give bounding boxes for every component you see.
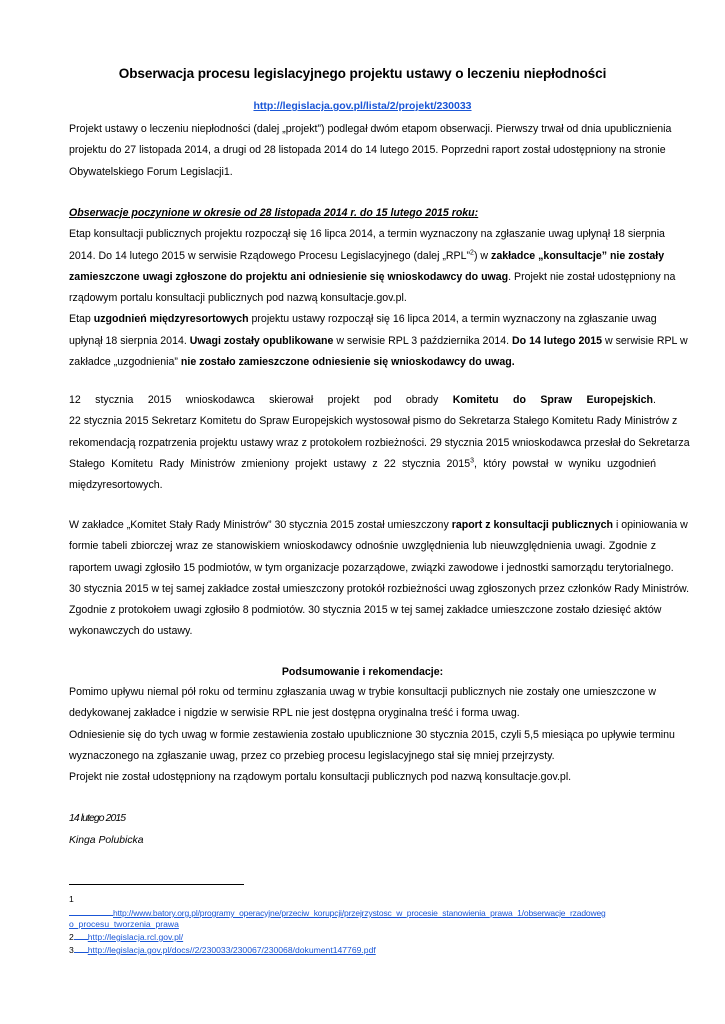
text-run: . Projekt nie został udostępniony na — [508, 270, 676, 283]
footnote-1-link-cont[interactable] — [69, 918, 656, 930]
bold-run: zamieszczone uwagi zgłoszone do projektu ani odniesienie się wnioskodawcy do uwag — [69, 270, 509, 283]
standing-committee-line: wykonawczych do ustawy. — [69, 625, 193, 638]
footnote-1-url[interactable]: http://www.batory.org.pl/programy_operacyjne/przeciw_korupcji/przejrzystosc_w_procesie_stanowienia_prawa_1/obserwacje_rzadoweg — [113, 908, 606, 918]
summary-line: Odniesienie się do tych uwag w formie zestawienia zostało upublicznione 30 stycznia 2015, czyli 5,5 miesiąca po upływie terminu — [69, 728, 675, 741]
committee-line — [69, 454, 656, 475]
committee-section — [69, 390, 690, 496]
source-link[interactable] — [69, 100, 656, 112]
signature-author: Kinga Polubicka — [69, 835, 144, 846]
footnote-1-url-cont[interactable]: o_procesu_tworzenia_prawa — [69, 919, 179, 929]
observations-line: rządowym portalu konsultacji publicznych pod nazwą konsultacje.gov.pl. — [69, 292, 407, 305]
summary-line: dedykowanej zakładce i nigdzie w serwisie RPL nie jest dostępna oryginalna treść i forma uwag. — [69, 707, 520, 720]
committee-line: 22 stycznia 2015 Sekretarz Komitetu do Spraw Europejskich wystosował pismo do Sekretarza Stałego Komitetu Rady Ministrów z — [69, 415, 678, 428]
footnote-number: 1 — [69, 894, 74, 904]
bold-run: raport z konsultacji publicznych — [451, 519, 613, 531]
footnote-number: 3 — [69, 945, 74, 955]
text-run: projektu ustawy rozpoczął się 16 lipca 2014, a termin wyznaczony na zgłaszanie uwag — [248, 313, 657, 326]
text-run: Etap — [69, 313, 94, 326]
text-run: Stałego Komitetu Rady Ministrów zmieniony projekt ustawy z 22 stycznia 2015 — [69, 457, 471, 470]
observations-line — [69, 331, 688, 352]
summary-line: Pomimo upływu niemal pół roku od terminu zgłaszania uwag w trybie konsultacji publicznych nie zostały one umieszczone w — [69, 686, 656, 698]
text-run: 2014. Do 14 lutego 2015 w serwisie Rządowego Procesu Legislacyjnego (dalej „RPL” — [69, 249, 471, 262]
intro-line: Projekt ustawy o leczeniu niepłodności (dalej „projekt”) podlegał dwóm etapom obserwacji. Pierwszy trwał od dnia upublicznienia — [69, 123, 672, 135]
observations-line — [69, 352, 656, 373]
bold-run: Uwagi zostały opublikowane — [189, 334, 334, 347]
bold-run: Komitetu do Spraw Europejskich — [452, 394, 654, 406]
observations-line — [69, 267, 676, 288]
bold-run: zakładce „konsultacje” nie zostały — [491, 249, 665, 262]
committee-line: międzyresortowych. — [69, 479, 163, 492]
footnote-3-url[interactable]: http://legislacja.gov.pl/docs//2/230033/230067/230068/dokument147769.pdf — [87, 945, 376, 955]
observations-line — [69, 309, 656, 330]
summary-line: wyznaczonego na zgłaszanie uwag, przez co przebieg procesu legislacyjnego stał się mniej przejrzysty. — [69, 749, 555, 762]
footnote-2[interactable] — [69, 930, 656, 943]
text-run: W zakładce „Komitet Stały Rady Ministrów” 30 stycznia 2015 został umieszczony — [69, 519, 452, 531]
document-title: Obserwacja procesu legislacyjnego projektu ustawy o leczeniu niepłodności — [118, 66, 607, 81]
footnote-3[interactable] — [69, 943, 656, 956]
text-run: upłynął 18 sierpnia 2014. — [69, 334, 190, 347]
footnote-divider — [69, 884, 244, 885]
text-run: zakładce „uzgodnienia” — [69, 356, 181, 369]
text-run: ) w — [473, 249, 492, 262]
text-run: . — [653, 394, 656, 406]
standing-committee-line: formie tabeli zbiorczej wraz ze stanowiskiem wnioskodawcy odnośnie uwzględnienia lub nieuwzględnienia uwagi. Zgodnie z — [69, 540, 656, 553]
standing-committee-line: Zgodnie z protokołem uwagi zgłosiło 8 podmiotów. 30 stycznia 2015 w tej samej zakładce umieszczone zostało dziesięć aktów — [69, 604, 662, 617]
bold-run: nie zostało zamieszczone odniesienie się wnioskodawcy do uwag. — [180, 356, 515, 369]
text-run: i opiniowania w — [613, 519, 688, 531]
observations-section — [69, 203, 688, 373]
standing-committee-line — [69, 515, 688, 536]
standing-committee-line: raportem uwagi zgłosiło 15 podmiotów, w tym organizacje pozarządowe, związki zawodowe i jednostki samorządu terytorialnego. — [69, 561, 674, 574]
footnote-ref: 2 — [470, 249, 474, 257]
text-run: w serwisie RPL 3 października 2014. — [333, 334, 512, 347]
footnote-ref: 3 — [470, 457, 474, 465]
bold-run: uzgodnień międzyresortowych — [93, 313, 249, 326]
footnote-1 — [69, 893, 656, 905]
source-link-text[interactable]: http://legislacja.gov.pl/lista/2/projekt/230033 — [253, 100, 472, 112]
footnote-2-url[interactable]: http://legislacja.rcl.gov.pl/ — [87, 932, 184, 942]
text-run: 12 stycznia 2015 wnioskodawca skierował projekt pod obrady — [69, 394, 453, 406]
intro-line: Obywatelskiego Forum Legislacji1. — [69, 165, 233, 178]
signature-date: 14 lutego 2015 — [69, 813, 126, 824]
standing-committee-section — [69, 515, 690, 643]
standing-committee-line: 30 stycznia 2015 w tej samej zakładce został umieszczony protokół rozbieżności uwag zgłoszonych przez członków Rady Ministrów. — [69, 582, 690, 595]
footnote-underline — [74, 930, 88, 940]
observations-line: Etap konsultacji publicznych projektu rozpoczął się 16 lipca 2014, a termin wyznaczony na zgłaszanie uwag upłynął 18 sierpnia — [69, 228, 665, 241]
summary-line: Projekt nie został udostępniony na rządowym portalu konsultacji publicznych pod nazwą konsultacje.gov.pl. — [69, 771, 572, 784]
footnote-number: 2 — [69, 932, 74, 942]
summary-section — [69, 682, 675, 788]
intro-line: projektu do 27 listopada 2014, a drugi od 28 listopada 2014 do 14 lutego 2015. Poprzedni raport został udostępniony na stronie — [69, 144, 666, 157]
footnote-underline — [74, 943, 88, 953]
text-run: w serwisie RPL w — [602, 334, 688, 347]
bold-run: Do 14 lutego 2015 — [512, 334, 603, 347]
observations-heading: Obserwacje poczynione w okresie od 28 listopada 2014 r. do 15 lutego 2015 roku: — [69, 207, 479, 219]
intro-paragraph — [69, 119, 672, 183]
observations-line — [69, 246, 665, 267]
committee-line: rekomendacją rozpatrzenia projektu ustawy wraz z protokołem rozbieżności. 29 stycznia 2015 wnioskodawca przesłał do Sekretarza — [69, 436, 690, 449]
text-run: , który powstał w wyniku uzgodnień — [474, 457, 656, 470]
committee-line — [69, 390, 656, 411]
summary-heading: Podsumowanie i rekomendacje: — [281, 666, 444, 678]
footnote-underline — [69, 906, 113, 916]
